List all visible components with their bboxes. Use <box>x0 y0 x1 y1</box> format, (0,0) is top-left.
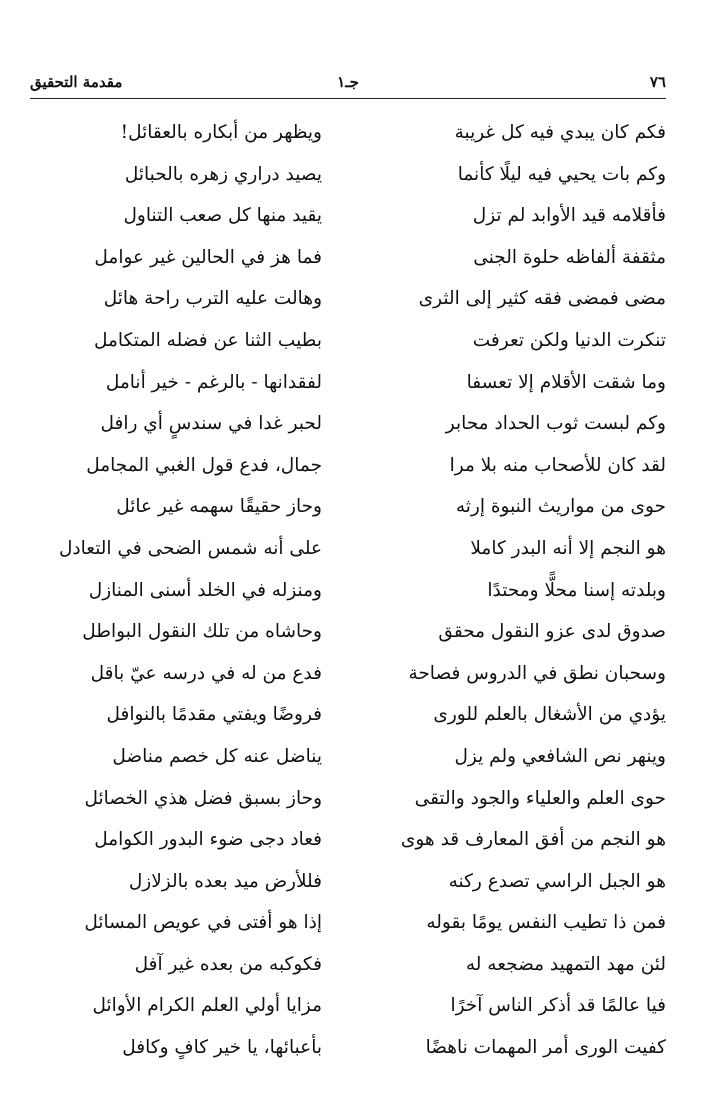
first-hemistich: مثقفة ألفاظه حلوة الجنى <box>473 246 666 268</box>
verse-line <box>30 819 666 861</box>
second-hemistich: يقيد منها كل صعب التناول <box>123 205 322 227</box>
second-hemistich: جمال، فدع قول الغبي المجامل <box>86 454 322 476</box>
header-rule <box>30 98 666 99</box>
first-hemistich: وينهر نص الشافعي ولم يزل <box>454 745 666 767</box>
verse-line <box>30 445 666 487</box>
first-hemistich: يؤدي من الأشغال بالعلم للورى <box>433 704 666 726</box>
second-hemistich: ويظهر من أبكاره بالعقائل! <box>120 122 322 143</box>
second-hemistich: يناضل عنه كل خصم مناضل <box>112 745 322 767</box>
second-hemistich: إذا هو أفتى في عويص المسائل <box>84 912 322 934</box>
first-hemistich: فأقلامه قيد الأوابد لم تزل <box>472 205 666 227</box>
verse-line <box>30 944 666 986</box>
second-hemistich: فما هز في الحالين غير عوامل <box>94 246 322 268</box>
second-hemistich: وحاز بسبق فضل هذي الخصائل <box>84 787 322 809</box>
first-hemistich: حوى من مواريث النبوة إرثه <box>455 496 666 518</box>
volume-label: جـ١ <box>337 73 359 91</box>
first-hemistich: هو النجم من أفق المعارف قد هوى <box>400 829 666 851</box>
second-hemistich: وحاشاه من تلك النقول البواطل <box>82 621 322 643</box>
first-hemistich: لقد كان للأصحاب منه بلا مرا <box>449 454 666 476</box>
second-hemistich: بأعبائها، يا خير كافٍ وكافل <box>122 1037 322 1059</box>
verse-line <box>30 861 666 903</box>
second-hemistich: يصيد دراري زهره بالحبائل <box>124 163 322 185</box>
verse-line <box>30 195 666 237</box>
second-hemistich: فروضًا ويفتي مقدمًا بالنوافل <box>106 704 322 726</box>
verse-line <box>30 1027 666 1069</box>
first-hemistich: وبلدته إسنا محلًّا ومحتدًا <box>487 579 666 601</box>
first-hemistich: مضى فمضى فقه كثير إلى الثرى <box>418 288 666 310</box>
second-hemistich: وحاز حقيقًا سهمه غير عائل <box>116 496 322 518</box>
verse-line <box>30 528 666 570</box>
first-hemistich: هو النجم إلا أنه البدر كاملا <box>470 537 666 559</box>
verse-line <box>30 486 666 528</box>
first-hemistich: وكم بات يحيي فيه ليلًا كأنما <box>457 163 666 185</box>
first-hemistich: وما شقت الأقلام إلا تعسفا <box>466 371 666 393</box>
first-hemistich: فمن ذا تطيب النفس يومًا بقوله <box>426 912 666 934</box>
second-hemistich: مزايا أولي العلم الكرام الأوائل <box>92 995 322 1017</box>
running-header <box>30 70 666 100</box>
first-hemistich: وسحبان نطق في الدروس فصاحة <box>408 662 666 684</box>
verse-line <box>30 112 666 154</box>
second-hemistich: فدع من له في درسه عيّ باقل <box>90 662 322 684</box>
verse-line <box>30 653 666 695</box>
second-hemistich: على أنه شمس الضحى في التعادل <box>58 537 322 559</box>
second-hemistich: وهالت عليه الترب راحة هائل <box>103 288 322 310</box>
poem-body <box>30 112 666 1069</box>
second-hemistich: فعاد دجى ضوء البدور الكوامل <box>94 829 322 851</box>
verse-line <box>30 611 666 653</box>
verse-line <box>30 278 666 320</box>
page-number: ٧٦ <box>649 73 666 91</box>
second-hemistich: ومنزله في الخلد أسنى المنازل <box>88 579 322 601</box>
verse-line <box>30 902 666 944</box>
verse-line <box>30 985 666 1027</box>
first-hemistich: فكم كان يبدي فيه كل غريبة <box>454 122 666 143</box>
first-hemistich: تنكرت الدنيا ولكن تعرفت <box>472 329 666 351</box>
first-hemistich: صدوق لدى عزو النقول محقق <box>438 621 666 643</box>
verse-line <box>30 403 666 445</box>
second-hemistich: بطيب الثنا عن فضله المتكامل <box>93 329 322 351</box>
first-hemistich: لئن مهد التمهيد مضجعه له <box>465 953 666 975</box>
first-hemistich: كفيت الورى أمر المهمات ناهضًا <box>425 1037 666 1059</box>
first-hemistich: وكم لبست ثوب الحداد محابر <box>445 413 666 435</box>
second-hemistich: فللأرض ميد بعده بالزلازل <box>128 870 322 892</box>
verse-line <box>30 736 666 778</box>
verse-line <box>30 570 666 612</box>
verse-line <box>30 362 666 404</box>
verse-line <box>30 237 666 279</box>
second-hemistich: فكوكبه من بعده غير آفل <box>134 953 322 975</box>
first-hemistich: هو الجبل الراسي تصدع ركنه <box>448 870 666 892</box>
second-hemistich: لحبر غدا في سندسٍ أي رافل <box>100 413 322 435</box>
verse-line <box>30 694 666 736</box>
verse-line <box>30 154 666 196</box>
verse-line <box>30 778 666 820</box>
section-title: مقدمة التحقيق <box>30 73 123 91</box>
verse-line <box>30 320 666 362</box>
first-hemistich: حوى العلم والعلياء والجود والتقى <box>414 787 666 809</box>
second-hemistich: لفقدانها - بالرغم - خير أنامل <box>105 371 322 393</box>
first-hemistich: فيا عالمًا قد أذكر الناس آخرًا <box>450 995 666 1017</box>
